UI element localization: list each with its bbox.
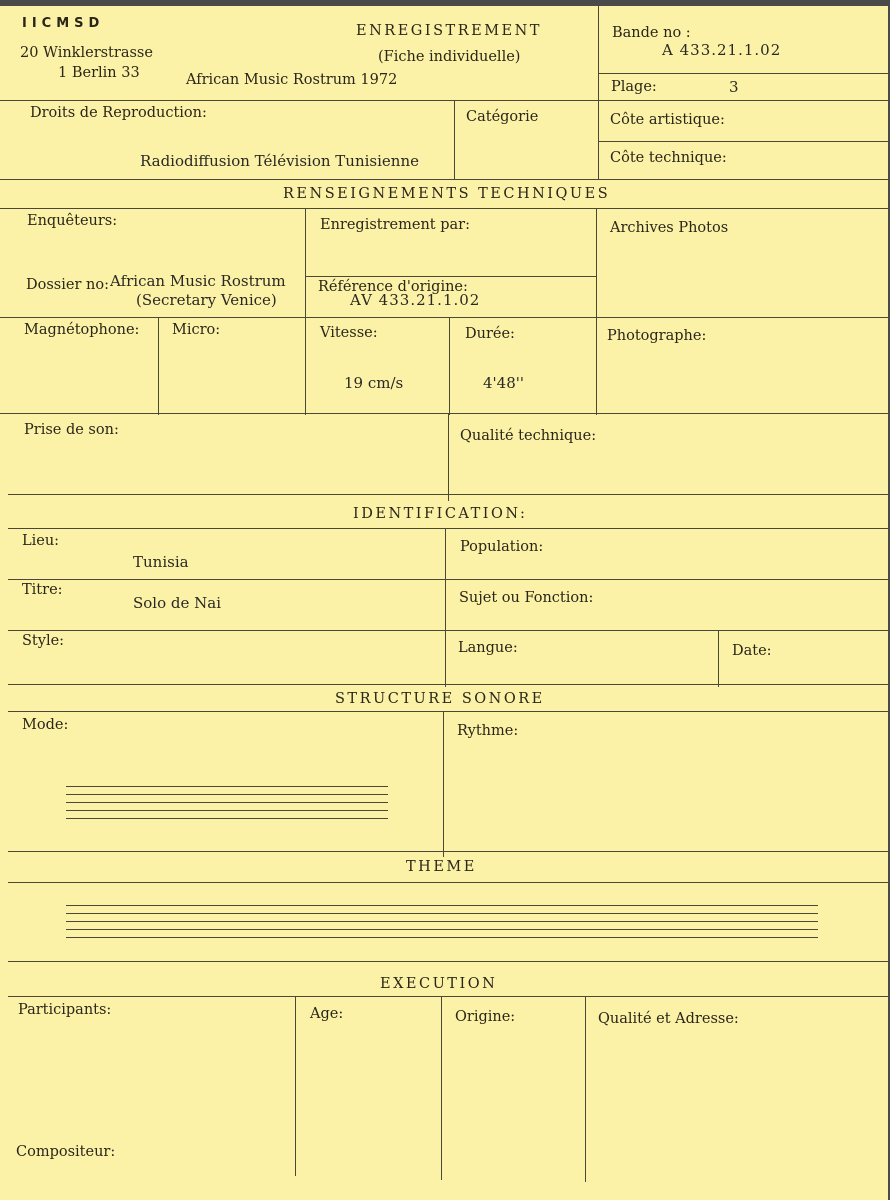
divider xyxy=(449,317,450,415)
divider xyxy=(448,413,449,501)
staff-line xyxy=(66,794,388,795)
divider xyxy=(596,208,597,415)
staff-line xyxy=(66,905,818,906)
participants-label: Participants: xyxy=(18,1002,112,1018)
duree-value: 4'48'' xyxy=(483,374,525,392)
staff-line xyxy=(66,929,818,930)
divider xyxy=(718,630,719,687)
divider xyxy=(0,100,888,101)
staff-line xyxy=(66,818,388,819)
date-label: Date: xyxy=(732,643,772,659)
divider xyxy=(305,208,306,415)
staff-line xyxy=(66,921,818,922)
qualite-technique-label: Qualité technique: xyxy=(460,428,597,444)
divider xyxy=(441,996,442,1180)
rythme-label: Rythme: xyxy=(457,723,519,739)
categorie-label: Catégorie xyxy=(466,109,539,125)
duree-label: Durée: xyxy=(465,326,515,342)
bande-label: Bande no : xyxy=(612,25,691,41)
identification-section-title: IDENTIFICATION: xyxy=(353,506,528,522)
vitesse-value: 19 cm/s xyxy=(344,374,404,392)
micro-label: Micro: xyxy=(172,322,221,338)
photographe-label: Photographe: xyxy=(607,328,707,344)
mode-label: Mode: xyxy=(22,717,69,733)
execution-section-title: EXECUTION xyxy=(380,976,498,992)
divider xyxy=(445,528,446,687)
logo-text: IICMSD xyxy=(22,16,105,31)
plage-label: Plage: xyxy=(611,79,657,95)
divider xyxy=(598,6,599,179)
cote-technique-label: Côte technique: xyxy=(610,150,727,166)
divider xyxy=(305,276,596,277)
bande-value: A 433.21.1.02 xyxy=(662,41,782,59)
divider xyxy=(0,208,888,209)
enqueteurs-label: Enquêteurs: xyxy=(27,213,118,229)
compositeur-label: Compositeur: xyxy=(16,1144,116,1160)
divider xyxy=(8,630,888,631)
reference-label: Référence d'origine: xyxy=(318,279,468,295)
address-line-1: 20 Winklerstrasse xyxy=(20,45,153,61)
divider xyxy=(0,179,888,180)
collection-name: African Music Rostrum 1972 xyxy=(186,72,398,88)
divider xyxy=(443,711,444,857)
divider xyxy=(8,711,888,712)
form-subtitle: (Fiche individuelle) xyxy=(378,49,521,65)
divider xyxy=(295,996,296,1176)
theme-section-title: THEME xyxy=(406,859,477,875)
divider xyxy=(8,528,888,529)
origine-label: Origine: xyxy=(455,1009,516,1025)
qualite-adresse-label: Qualité et Adresse: xyxy=(598,1011,739,1027)
enregistrement-par-label: Enregistrement par: xyxy=(320,217,470,233)
divider xyxy=(8,494,888,495)
plage-value: 3 xyxy=(729,78,739,96)
prise-de-son-label: Prise de son: xyxy=(24,422,119,438)
population-label: Population: xyxy=(460,539,544,555)
dossier-value-line-2: (Secretary Venice) xyxy=(136,291,277,309)
divider xyxy=(0,413,888,414)
style-label: Style: xyxy=(22,633,65,649)
staff-line xyxy=(66,810,388,811)
dossier-label: Dossier no: xyxy=(26,277,109,293)
divider xyxy=(454,100,455,179)
titre-value: Solo de Nai xyxy=(133,594,222,612)
droits-label: Droits de Reproduction: xyxy=(30,105,207,121)
staff-line xyxy=(66,913,818,914)
divider xyxy=(8,882,888,883)
lieu-label: Lieu: xyxy=(22,533,60,549)
record-card xyxy=(0,6,888,1200)
staff-line xyxy=(66,786,388,787)
address-line-2: 1 Berlin 33 xyxy=(58,65,140,81)
archives-photos-label: Archives Photos xyxy=(610,220,729,236)
age-label: Age: xyxy=(310,1006,344,1022)
reference-value: AV 433.21.1.02 xyxy=(350,291,481,309)
titre-label: Titre: xyxy=(22,582,63,598)
divider xyxy=(8,851,888,852)
divider xyxy=(0,317,888,318)
vitesse-label: Vitesse: xyxy=(320,325,378,341)
divider xyxy=(8,961,888,962)
dossier-value-line-1: African Music Rostrum xyxy=(110,272,286,290)
divider xyxy=(8,684,888,685)
technical-section-title: RENSEIGNEMENTS TECHNIQUES xyxy=(283,186,611,202)
structure-section-title: STRUCTURE SONORE xyxy=(335,691,545,707)
cote-artistique-label: Côte artistique: xyxy=(610,112,725,128)
droits-value: Radiodiffusion Télévision Tunisienne xyxy=(140,152,419,170)
divider xyxy=(598,73,888,74)
divider xyxy=(158,317,159,415)
form-title: ENREGISTREMENT xyxy=(356,23,542,39)
divider xyxy=(598,141,888,142)
staff-line xyxy=(66,937,818,938)
divider xyxy=(8,579,888,580)
divider xyxy=(8,996,888,997)
sujet-label: Sujet ou Fonction: xyxy=(459,590,594,606)
divider xyxy=(585,996,586,1182)
staff-line xyxy=(66,802,388,803)
langue-label: Langue: xyxy=(458,640,518,656)
magnetophone-label: Magnétophone: xyxy=(24,322,140,338)
lieu-value: Tunisia xyxy=(133,553,189,571)
